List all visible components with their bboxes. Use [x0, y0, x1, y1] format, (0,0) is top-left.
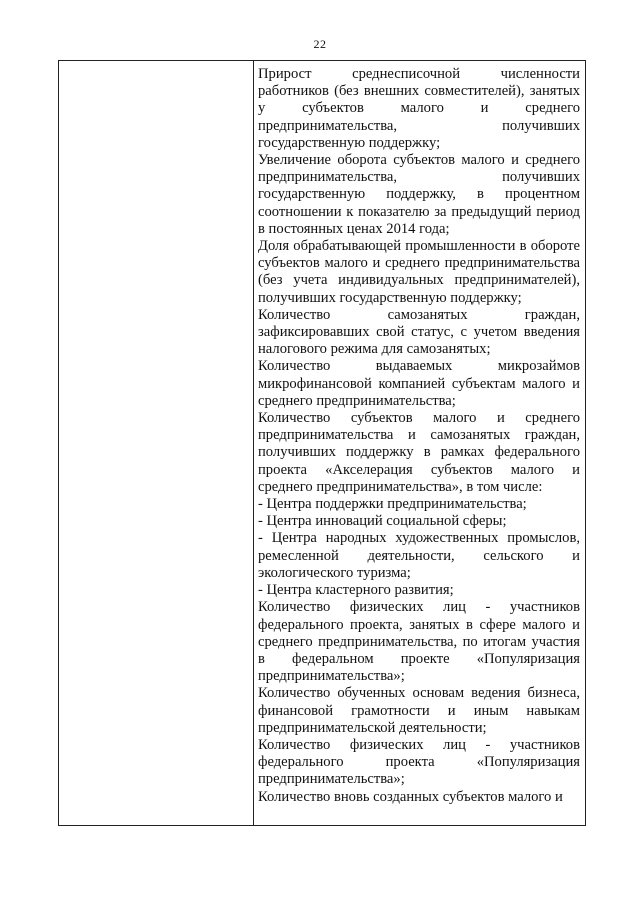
table-right-cell — [254, 61, 585, 825]
list-item: - Центра кластерного развития; — [258, 582, 454, 599]
indicator-paragraph: Количество вновь созданных субъектов малого и — [258, 788, 563, 805]
indicator-paragraph: Количество выдаваемых микрозаймов микрофинансовой компанией субъектам малого и среднего предпринимательства; — [258, 358, 580, 409]
indicator-paragraph: Количество субъектов малого и среднего предпринимательства и самозанятых граждан, получивших поддержку в рамках федерального проекта «Акселерация субъектов малого и среднего предпринимательства», в том числе: — [258, 410, 580, 495]
indicator-paragraph: Увеличение оборота субъектов малого и среднего предпринимательства, получивших государственную поддержку, в процентном соотношении к показателю за предыдущий период в постоянных ценах 2014 года; — [258, 152, 580, 237]
list-item: - Центра поддержки предпринимательства; — [258, 496, 527, 513]
indicator-paragraph: Прирост среднесписочной численности работников (без внешних совместителей), занятых у субъектов малого и среднего предпринимательства, получивших государственную поддержку; — [258, 66, 580, 151]
document-table — [58, 60, 586, 826]
indicator-paragraph: Количество обученных основам ведения бизнеса, финансовой грамотности и иным навыкам предпринимательской деятельности; — [258, 685, 580, 736]
indicator-paragraph: Количество физических лиц - участников федерального проекта «Популяризация предпринимательства»; — [258, 736, 580, 788]
list-item: - Центра инноваций социальной сферы; — [258, 513, 507, 530]
indicator-paragraph: Количество физических лиц - участников федерального проекта, занятых в сфере малого и среднего предпринимательства, по итогам участия в федеральном проекте «Популяризация предпринимательства»; — [258, 599, 580, 685]
list-item: - Центра народных художественных промыслов, ремесленной деятельности, сельского и экологического туризма; — [258, 530, 580, 581]
table-left-cell — [59, 61, 254, 825]
page-number: 22 — [313, 37, 327, 51]
indicator-paragraph: Количество самозанятых граждан, зафиксировавших свой статус, с учетом введения налогового режима для самозанятых; — [258, 306, 580, 358]
indicator-paragraph: Доля обрабатывающей промышленности в обороте субъектов малого и среднего предпринимательства (без учета индивидуальных предпринимателей), получивших государственную поддержку; — [258, 238, 580, 306]
